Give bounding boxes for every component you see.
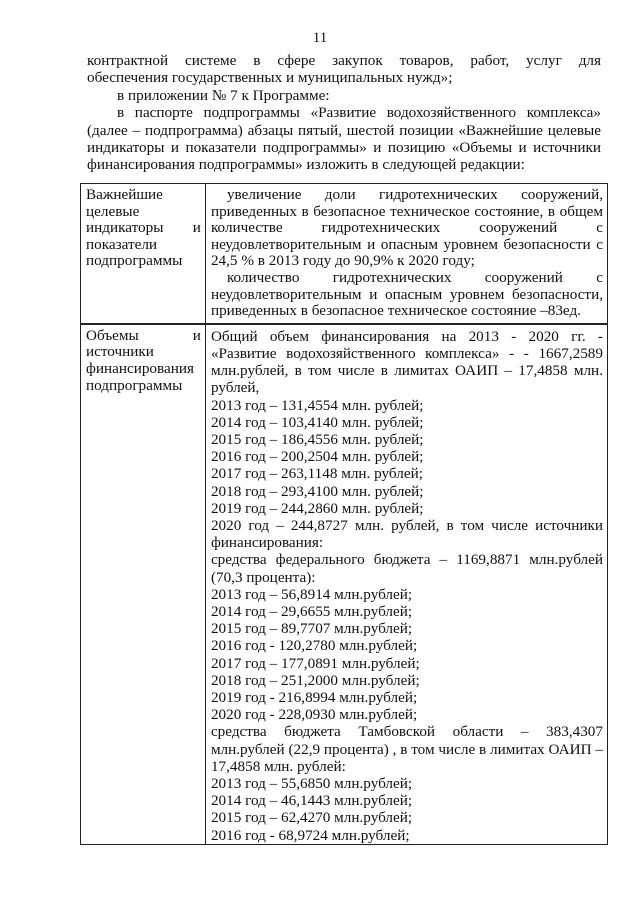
year-line: 2013 год – 55,6850 млн.рублей; [210, 775, 413, 793]
year-line: 2013 год – 56,8914 млн.рублей; [210, 585, 413, 603]
year-line: 2018 год – 293,4100 млн. рублей; [210, 482, 424, 500]
indicators-label: Важнейшие целевые индикаторы и показатели подпрограммы [86, 186, 201, 270]
year-line: 2014 год – 46,1443 млн.рублей; [210, 792, 413, 810]
year-line: 2017 год – 263,1148 млн. рублей; [210, 465, 423, 483]
year-line: 2017 год – 177,0891 млн.рублей; [210, 654, 420, 672]
row-label [81, 184, 206, 324]
regional-years-list [211, 775, 603, 844]
year-line: 2020 год - 228,0930 млн.рублей; [210, 706, 418, 724]
row-content [205, 184, 607, 324]
page-bottom-margin [0, 858, 640, 905]
year-line: 2019 год – 244,2860 млн. рублей; [210, 499, 424, 517]
indicator-paragraph: количество гидротехнических сооружений с неудовлетворительным и опасным уровнем безопасности, приведенных в безопасное техническое состояние –83ед. [210, 268, 603, 320]
federal-years-list [211, 586, 603, 724]
year-line: 2015 год – 186,4556 млн. рублей; [210, 430, 424, 448]
row-label [81, 324, 206, 845]
regional-budget-head: средства бюджета Тамбовской области – 383,4307 млн.рублей (22,9 процента) , в том числе в лимитах ОАИП –17,4858 млн. рублей: [210, 723, 603, 775]
total-years-list [211, 397, 603, 517]
federal-budget-head: средства федерального бюджета – 1169,8871 млн.рублей (70,3 процента): [210, 551, 603, 586]
intro-line-3: в приложении № 7 к Программе: [117, 86, 330, 104]
indicator-paragraph: увеличение доли гидротехнических сооружений, приведенных в безопасное техническое состояние, в общем количестве гидротехнических сооружений с неудовлетворительным и опасным уровнем безопасности с 24,5 % в 2013 году до 90,9% к 2020 году; [210, 186, 603, 270]
page-number: 11 [312, 30, 328, 46]
total-2020-line: 2020 год – 244,8727 млн. рублей, в том числе источники финансирования: [210, 516, 603, 552]
intro-line-1: контрактной системе в сфере закупок товаров, работ, услуг для [87, 52, 601, 69]
intro-line-2: обеспечения государственных и муниципальных нужд»; [87, 69, 453, 87]
year-line: 2013 год – 131,4554 млн. рублей; [210, 396, 424, 414]
row-content [205, 324, 607, 845]
year-line: 2018 год – 251,2000 млн.рублей; [210, 671, 420, 689]
year-line: 2016 год - 68,9724 млн.рублей; [210, 826, 410, 844]
year-line: 2019 год - 216,8994 млн.рублей; [210, 689, 418, 707]
passport-table [80, 183, 608, 845]
year-line: 2014 год – 29,6655 млн.рублей; [210, 603, 413, 620]
year-line: 2015 год – 62,4270 млн.рублей; [210, 809, 413, 827]
year-line: 2016 год – 200,2504 млн. рублей; [210, 448, 424, 466]
financing-head: Общий объем финансирования на 2013 - 2020 гг. - «Развитие водохозяйственного комплекса» - - 1667,2589 млн.рублей, в том числе в лимитах ОАИП – 17,4858 млн. рублей, [210, 327, 603, 397]
intro-text [87, 52, 601, 174]
financing-label: Объемы и источники финансирования подпрограммы [86, 326, 201, 394]
year-line: 2015 год – 89,7707 млн.рублей; [210, 620, 413, 638]
year-line: 2014 год – 103,4140 млн. рублей; [210, 413, 424, 431]
table-row [81, 184, 608, 324]
year-line: 2016 год - 120,2780 млн.рублей; [210, 637, 418, 655]
table-row [81, 324, 608, 845]
intro-paragraph: в паспорте подпрограммы «Развитие водохозяйственного комплекса» (далее – подпрограмма) абзацы пятый, шестой позиции «Важнейшие целевые индикаторы и показатели подпрограммы» и позицию «Объемы и источники финансирования подпрограммы» изложить в следующей редакции: [87, 104, 601, 174]
